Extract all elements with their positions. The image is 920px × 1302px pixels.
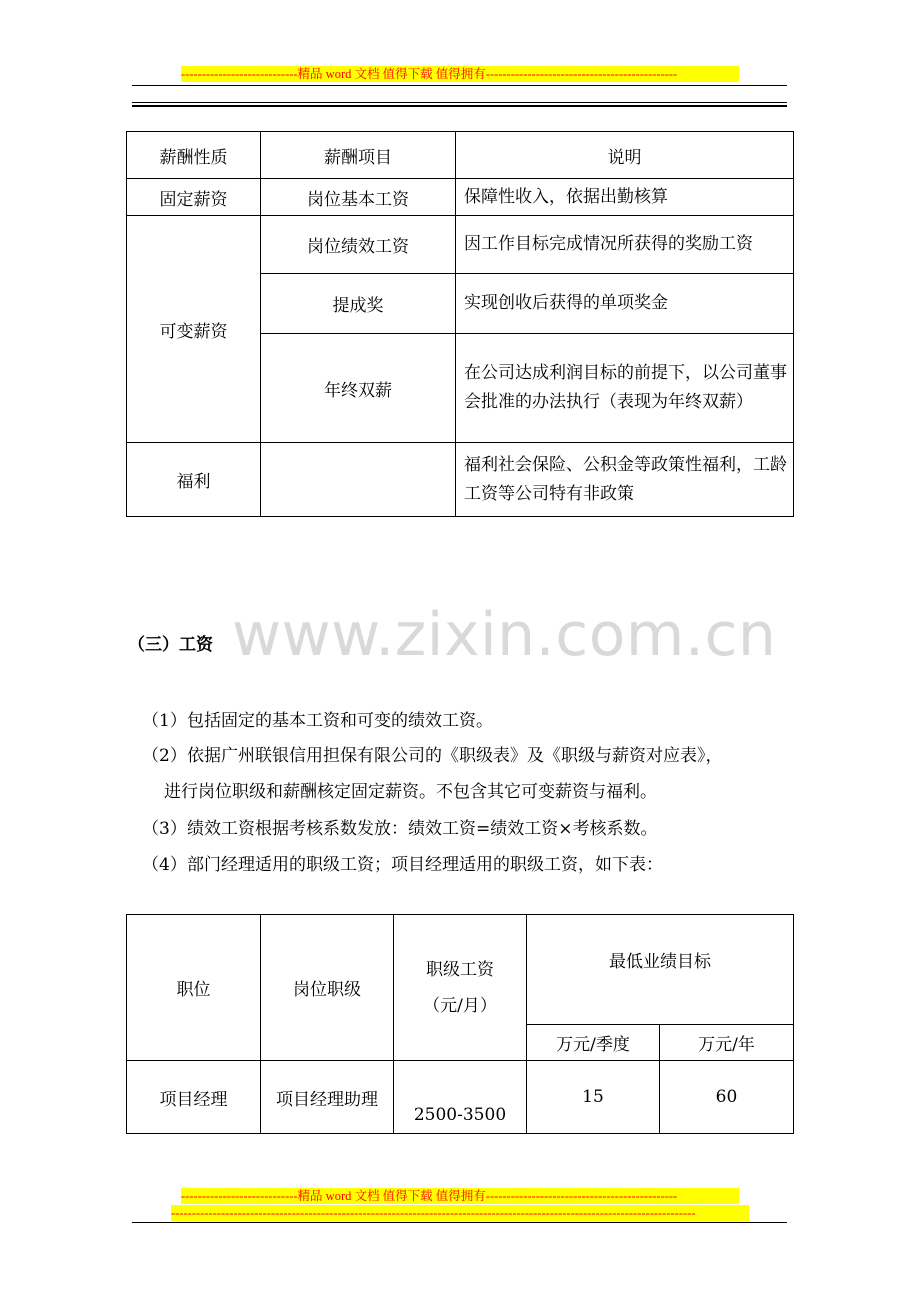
header-cell-per-quarter: 万元/季度	[527, 1025, 660, 1061]
table-row	[127, 216, 794, 274]
table-header-row	[127, 915, 794, 1025]
year-target-cell: 60	[660, 1061, 794, 1134]
item-cell: 年终双薪	[261, 334, 456, 443]
nature-cell: 可变薪资	[127, 216, 261, 443]
table-header-row	[127, 132, 794, 179]
salary-cell: 2500-3500	[394, 1061, 527, 1134]
list-item-text: 部门经理适用的职级工资；项目经理适用的职级工资，如下表：	[187, 855, 663, 875]
table-row	[127, 1061, 794, 1134]
list-item	[142, 706, 493, 731]
header-cell-nature: 薪酬性质	[127, 132, 261, 179]
header-cell-description: 说明	[456, 132, 794, 179]
salary-header-line1: 职级工资	[426, 959, 494, 980]
header-cell-position: 职位	[127, 915, 261, 1061]
footer-banner: ----------------------------精品 word 文档 值得下载 值得拥有----------------------------------------------	[181, 1188, 739, 1204]
header-cell-level: 岗位职级	[261, 915, 394, 1061]
position-salary-table	[126, 914, 794, 1134]
header-cell-per-year: 万元/年	[660, 1025, 794, 1061]
footer-rule	[132, 1222, 787, 1223]
description-cell: 在公司达成利润目标的前提下，以公司董事会批准的办法执行（表现为年终双薪）	[456, 334, 794, 443]
item-cell: 提成奖	[261, 274, 456, 334]
nature-cell: 福利	[127, 443, 261, 517]
list-item-text: 绩效工资根据考核系数发放：绩效工资=绩效工资×考核系数。	[187, 819, 658, 839]
list-item	[142, 741, 723, 766]
header-cell-item: 薪酬项目	[261, 132, 456, 179]
list-item-number: （1）	[142, 711, 187, 731]
item-cell	[261, 443, 456, 517]
header-banner: ----------------------------精品 word 文档 值得下载 值得拥有----------------------------------------------	[181, 66, 739, 82]
list-item	[142, 850, 663, 875]
header-rule	[132, 85, 787, 86]
list-item-text: 包括固定的基本工资和可变的绩效工资。	[187, 711, 493, 731]
description-cell: 实现创收后获得的单项奖金	[456, 274, 794, 334]
quarter-target-cell: 15	[527, 1061, 660, 1134]
list-item-continuation: 进行岗位职级和薪酬核定固定薪资。不包含其它可变薪资与福利。	[164, 782, 657, 802]
footer-banner-dashes: ------------------------------------------------------------------------------------------------------------------------------	[171, 1205, 749, 1221]
position-cell: 项目经理	[127, 1061, 261, 1134]
salary-header-line2: （元/月）	[423, 995, 497, 1016]
level-cell: 项目经理助理	[261, 1061, 394, 1134]
description-cell: 因工作目标完成情况所获得的奖励工资	[456, 216, 794, 274]
list-item-text: 依据广州联银信用担保有限公司的《职级表》及《职级与薪资对应表》，	[187, 746, 723, 766]
table-row	[127, 443, 794, 517]
list-item	[142, 814, 658, 839]
item-cell: 岗位绩效工资	[261, 216, 456, 274]
header-cell-target: 最低业绩目标	[527, 915, 794, 1025]
list-item-number: （4）	[142, 855, 187, 875]
item-cell: 岗位基本工资	[261, 179, 456, 216]
watermark: www.zixin.com.cn	[232, 600, 777, 670]
header-double-rule-top	[132, 102, 787, 103]
list-item-number: （3）	[142, 819, 187, 839]
list-item-number: （2）	[142, 746, 187, 766]
section-title: （三）工资	[128, 635, 213, 655]
header-cell-salary	[394, 915, 527, 1061]
description-cell: 福利社会保险、公积金等政策性福利，工龄工资等公司特有非政策	[456, 443, 794, 517]
description-cell: 保障性收入，依据出勤核算	[456, 179, 794, 216]
table-row	[127, 179, 794, 216]
header-double-rule-bottom	[132, 105, 787, 107]
salary-structure-table	[126, 131, 794, 517]
nature-cell: 固定薪资	[127, 179, 261, 216]
